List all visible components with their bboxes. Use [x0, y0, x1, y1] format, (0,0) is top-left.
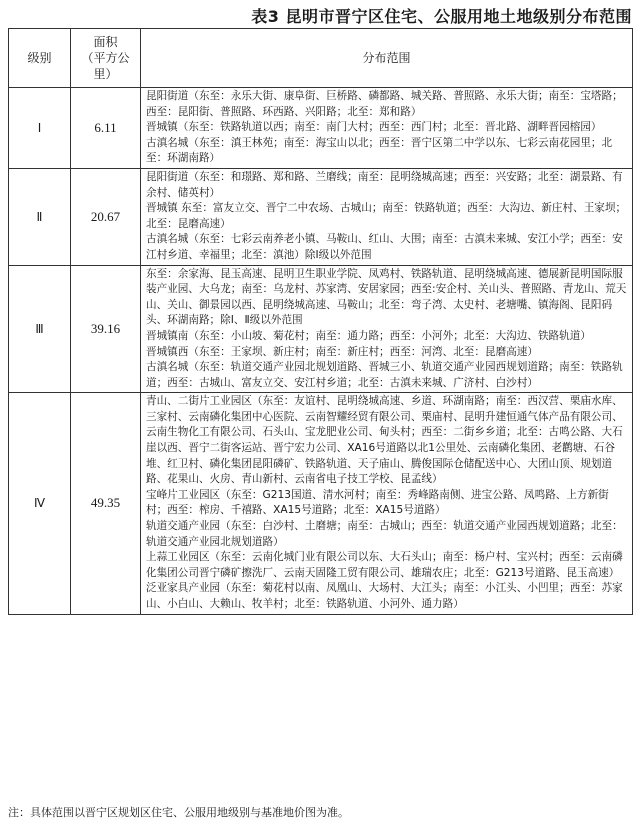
range-paragraph: 宝峰片工业园区（东至：G213国道、清水河村；南至：秀峰路南侧、进宝公路、凤鸣路、上方新街村；西至：榨房、千禧路、XA15号道路；北至：XA15号道路）: [146, 488, 609, 517]
range-cell: [141, 393, 633, 614]
land-level-table: [8, 28, 633, 615]
range-paragraph: 古滇名城（东至：七彩云南养老小镇、马鞍山、红山、大围；南至：古滇未来城、安江小学；西至：安江村乡道、幸福里；北至：滇池）除Ⅰ级以外范围: [146, 233, 623, 261]
table-row: [9, 393, 633, 614]
header-area: [71, 29, 141, 88]
range-paragraph: 昆阳街道（东至：永乐大街、康阜街、巨桥路、磷都路、城关路、普照路、永乐大街；南至：宝塔路；西至：昆阳街、普照路、环西路、兴阳路；北至：郑和路）: [146, 90, 623, 118]
header-range: 分布范围: [141, 29, 633, 88]
range-paragraph: 晋城镇（东至：铁路轨道以西；南至：南门大村；西至：西门村；北至：晋北路、湖畔晋园榕园）: [146, 121, 602, 134]
range-paragraph: 古滇名城（东至：轨道交通产业园北规划道路、晋城三小、轨道交通产业园西规划道路；南至：铁路轨道；西至：古城山、富友立交、安江村乡道；北至：古滇未来城、广济村、白沙村）: [146, 361, 623, 389]
level-cell: Ⅱ: [9, 168, 71, 265]
header-area-label: 面积 （平方公里）: [81, 35, 130, 81]
range-paragraph: 东至：余家海、昆玉高速、昆明卫生职业学院、凤鸡村、铁路轨道、昆明绕城高速、德展新昆明国际服装产业园、大乌龙；南至：乌龙村、苏家湾、安居家园；西至:安企村、关山头、普照路、青龙山、荒天山、关山、御景园以西、昆明绕城高速、马鞍山；北至：弯子湾、太史村、老塘嘴、镇海阁、昆阳码头、环湖南路；除Ⅰ、Ⅱ级以外范围: [146, 267, 627, 327]
table-body: [9, 88, 633, 615]
level-cell: Ⅰ: [9, 88, 71, 169]
range-paragraph: 昆阳街道（东至：和璟路、郑和路、兰磨线；南至：昆明绕城高速；西至：兴安路；北至：湖景路、有余村、储英村）: [146, 170, 623, 199]
land-level-table-wrapper: [8, 28, 632, 615]
range-cell: [141, 265, 633, 393]
area-cell: 49.35: [71, 393, 141, 614]
header-row: [9, 29, 633, 88]
table-row: [9, 265, 633, 393]
header-level: 级别: [9, 29, 71, 88]
table-title: 表3 昆明市晋宁区住宅、公服用地土地级别分布范围: [251, 7, 632, 26]
range-paragraph: 上蒜工业园区（东至：云南化城门业有限公司以东、大石头山；南至：杨户村、宝兴村；西至：云南磷化集团公司晋宁磷矿擦洗厂、云南天固隆工贸有限公司、雄瑞农庄；北至：G213号道路、昆玉高速）: [146, 551, 623, 579]
range-paragraph: 轨道交通产业园（东至：白沙村、土磨塘；南至：古城山；西至：轨道交通产业园西规划道路；北至：轨道交通产业园北规划道路）: [146, 520, 623, 548]
range-paragraph: 古滇名城（东至：滇王林苑；南至：海宝山以北；西至：晋宁区第二中学以东、七彩云南花园里；北至：环湖南路）: [146, 136, 613, 165]
area-cell: 6.11: [71, 88, 141, 169]
area-cell: 39.16: [71, 265, 141, 393]
level-cell: Ⅳ: [9, 393, 71, 614]
area-cell: 20.67: [71, 168, 141, 265]
range-paragraph: 晋城镇西（东至：王家坝、新庄村；南至：新庄村；西至：河湾、北至：昆磨高速）: [146, 345, 538, 358]
range-cell: [141, 88, 633, 169]
level-cell: Ⅲ: [9, 265, 71, 393]
range-cell: [141, 168, 633, 265]
range-paragraph: 晋城镇南（东至：小山坡、菊花村；南至：通力路；西至：小河外；北至：大沟边、铁路轨道）: [146, 329, 591, 342]
range-paragraph: 青山、二街片工业园区（东至：友谊村、昆明绕城高速、乡道、环湖南路；南至：西汉营、栗庙水库、三家村、云南磷化集团中心医院、云南智耀经贸有限公司、栗庙村、昆明升建恒通气体产品有限公司、云南生物化工有限公司、石头山、宝龙肥业公司、甸头村；西至：二街乡乡道；北至：古鸣公路、大石崖以西、晋宁二街客运站、晋宁宏力公司、XA16号道路以北1公里处、云南磷化集团、老鹳塘、石谷堆、红卫村、磷化集团昆阳磷矿、铁路轨道、天子庙山、腾俊国际仓储配送中心、大团山顶、规划道路、花果山、火房、青山新村、云南省电子技工学校、昆孟线）: [146, 395, 623, 486]
table-row: [9, 168, 633, 265]
table-row: [9, 88, 633, 169]
table-footnote: 注：具体范围以晋宁区规划区住宅、公服用地级别与基准地价图为准。: [8, 806, 349, 819]
range-paragraph: 晋城镇 东至：富友立交、晋宁二中农场、古城山；南至：铁路轨道；西至：大沟边、新庄村、王家坝；北至：昆磨高速）: [146, 202, 627, 230]
range-paragraph: 泛亚家具产业园（东至：菊花村以南、凤凰山、大场村、大江头；南至：小江头、小凹里；西至：苏家山、小白山、大赖山、牧羊村；北至：铁路轨道、小河外、通力路）: [146, 582, 623, 610]
